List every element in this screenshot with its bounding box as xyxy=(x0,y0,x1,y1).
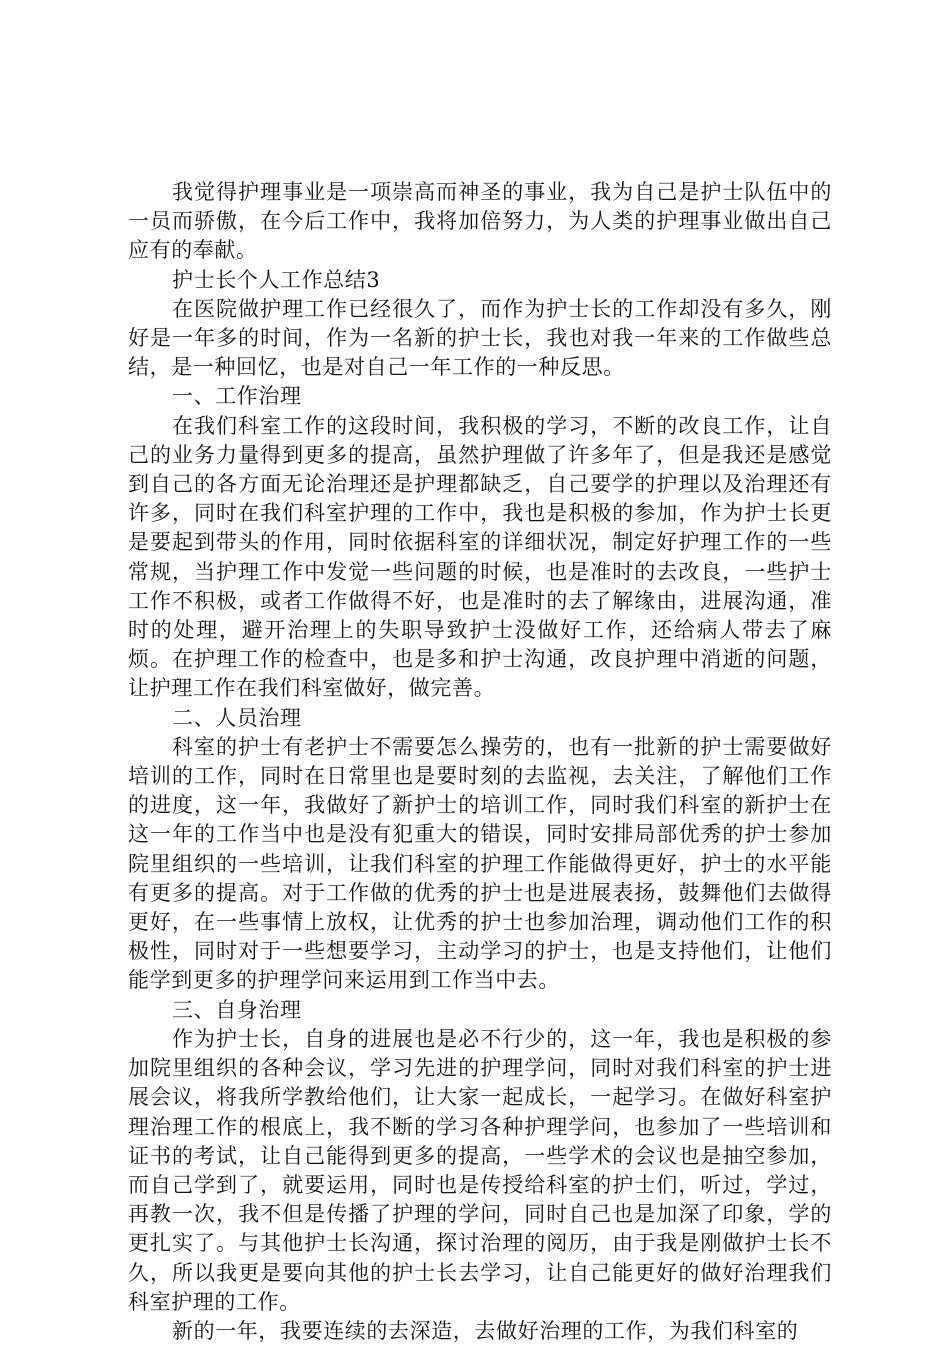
paragraph-self-management: 作为护士长，自身的进展也是必不行少的，这一年，我也是积极的参加院里组织的各种会议，学习先进的护理学问，同时对我们科室的护士进展会议，将我所学教给他们，让大家一起成长，一起学习。在做好科室护理治理工作的根底上，我不断的学习各种护理学问，也参加了一些培训和证书的考试，让自己能得到更多的提高，一些学术的会议也是抽空参加，而自己学到了，就要运用，同时也是传授给科室的护士们，听过，学过，再教一次，我不但是传播了护理的学问，同时自己也是加深了印象，学的更扎实了。与其他护士长沟通，探讨治理的阅历，由于我是刚做护士长不久，所以我更是要向其他的护士长去学习，让自己能更好的做好治理我们科室护理的工作。 xyxy=(128,1026,832,1314)
paragraph-new-year: 新的一年，我要连续的去深造，去做好治理的工作，为我们科室的 xyxy=(172,1318,799,1343)
paragraph-intro: 在医院做护理工作已经很久了，而作为护士长的工作却没有多久，刚好是一年多的时间，作为一名新的护士长，我也对我一年来的工作做些总结，是一种回忆，也是对自己一年工作的一种反思。 xyxy=(128,296,832,380)
heading-self-management: 三、自身治理 xyxy=(172,997,302,1022)
heading-work-management: 一、工作治理 xyxy=(172,384,302,409)
section-title: 护士长个人工作总结3 xyxy=(172,267,381,292)
paragraph-closing-previous: 我觉得护理事业是一项崇高而神圣的事业，我为自己是护士队伍中的一员而骄傲，在今后工作中，我将加倍努力，为人类的护理事业做出自己应有的奉献。 xyxy=(128,180,832,263)
paragraph-work-management: 在我们科室工作的这段时间，我积极的学习，不断的改良工作，让自己的业务力量得到更多的提高，虽然护理做了许多年了，但是我还是感觉到自己的各方面无论治理还是护理都缺乏，自己要学的护理以及治理还有许多，同时在我们科室护理的工作中，我也是积极的参加，作为护士长更是要起到带头的作用，同时依据科室的详细状况，制定好护理工作的一些常规，当护理工作中发觉一些问题的时候，也是准时的去改良，一些护士工作不积极，或者工作做得不好，也是准时的去了解缘由，进展沟通，准时的处理，避开治理上的失职导致护士没做好工作，还给病人带去了麻烦。在护理工作的检查中，也是多和护士沟通，改良护理中消逝的问题，让护理工作在我们科室做好，做完善。 xyxy=(128,413,832,701)
document-body xyxy=(128,178,832,1346)
paragraph-staff-management: 科室的护士有老护士不需要怎么操劳的，也有一批新的护士需要做好培训的工作，同时在日常里也是要时刻的去监视，去关注，了解他们工作的进度，这一年，我做好了新护士的培训工作，同时我们科室的新护士在这一年的工作当中也是没有犯重大的错误，同时安排局部优秀的护士参加院里组织的一些培训，让我们科室的护理工作能做得更好，护士的水平能有更多的提高。对于工作做的优秀的护士也是进展表扬，鼓舞他们去做得更好，在一些事情上放权，让优秀的护士也参加治理，调动他们工作的积极性，同时对于一些想要学习，主动学习的护士，也是支持他们，让他们能学到更多的护理学问来运用到工作当中去。 xyxy=(128,734,832,993)
heading-staff-management: 二、人员治理 xyxy=(172,705,302,730)
